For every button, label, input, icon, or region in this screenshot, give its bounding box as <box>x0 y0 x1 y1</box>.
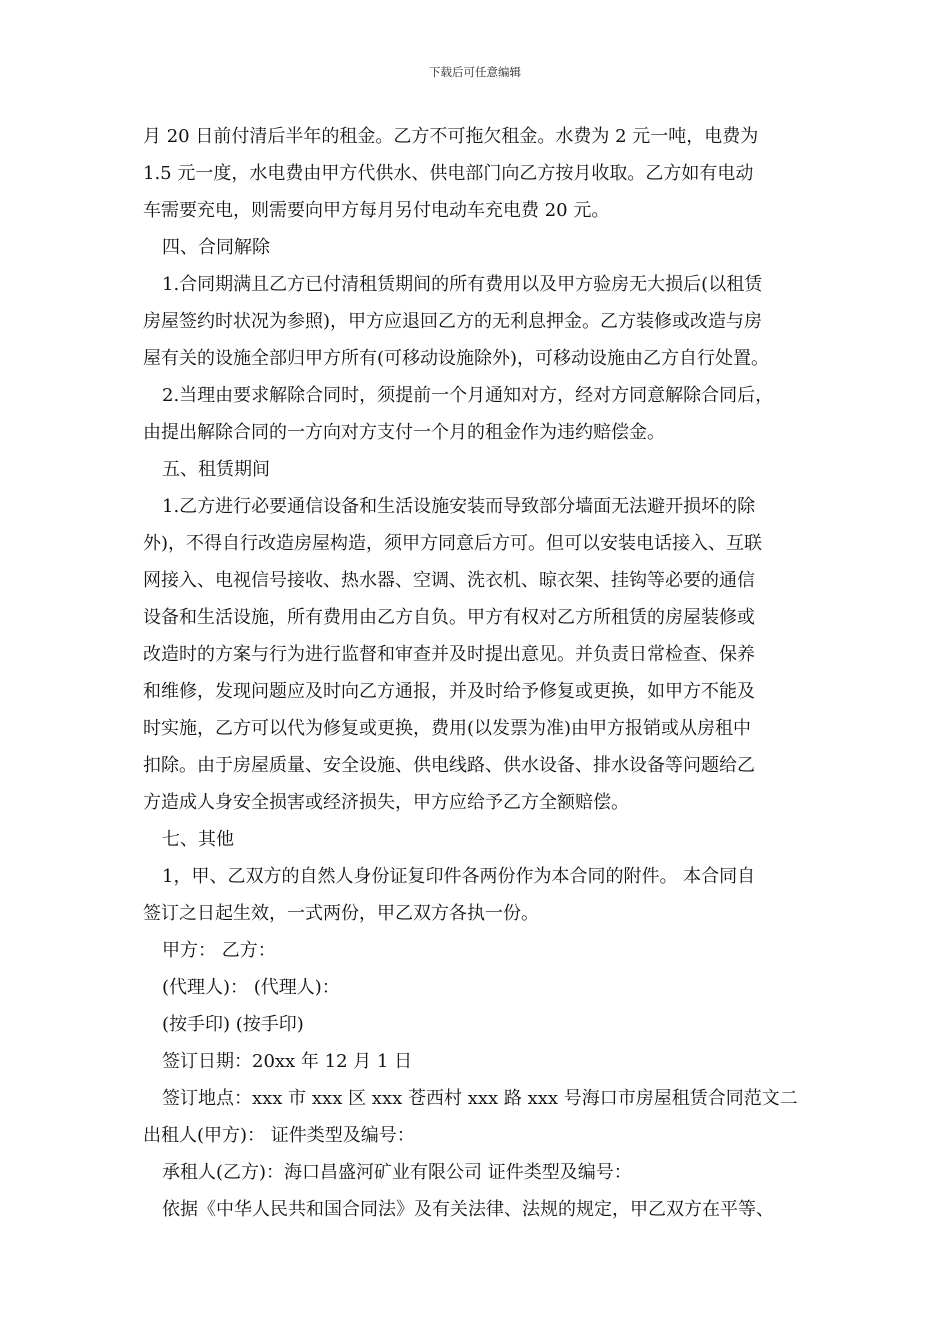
text-line: 设备和生活设施，所有费用由乙方自负。甲方有权对乙方所租赁的房屋装修或 <box>143 607 755 628</box>
lessee-line: 承租人(乙方)：海口昌盛河矿业有限公司 证件类型及编号： <box>162 1162 632 1183</box>
text-line: 2.当理由要求解除合同时，须提前一个月通知对方，经对方同意解除合同后， <box>162 385 774 406</box>
text-line: 1.乙方进行必要通信设备和生活设施安装而导致部分墙面无法避开损坏的除 <box>162 496 756 517</box>
text-line: 月 20 日前付清后半年的租金。乙方不可拖欠租金。水费为 2 元一吨，电费为 <box>143 126 759 147</box>
text-line: 房屋签约时状况为参照)，甲方应退回乙方的无利息押金。乙方装修或改造与房 <box>143 311 763 332</box>
text-line: 1，甲、乙双方的自然人身份证复印件各两份作为本合同的附件。 本合同自 <box>162 866 756 887</box>
signing-place: 签订地点：xxx 市 xxx 区 xxx 苍西村 xxx 路 xxx 号海口市房屋租赁合同范文二 <box>162 1088 798 1109</box>
text-line: 1.合同期满且乙方已付清租赁期间的所有费用以及甲方验房无大损后(以租赁 <box>162 274 763 295</box>
signature-agents: (代理人)： (代理人)： <box>162 977 340 998</box>
lessor-line: 出租人(甲方)： 证件类型及编号： <box>143 1125 415 1146</box>
text-line: 由提出解除合同的一方向对方支付一个月的租金作为违约赔偿金。 <box>143 422 665 443</box>
text-line: 外)，不得自行改造房屋构造，须甲方同意后方可。但可以安装电话接入、互联 <box>143 533 763 554</box>
section-heading: 七、其他 <box>162 829 234 850</box>
page-header: 下载后可任意编辑 <box>429 65 521 79</box>
text-line: 网接入、电视信号接收、热水器、空调、洗衣机、晾衣架、挂钩等必要的通信 <box>143 570 755 591</box>
text-line: 1.5 元一度，水电费由甲方代供水、供电部门向乙方按月收取。乙方如有电动 <box>143 163 754 184</box>
signature-parties: 甲方： 乙方： <box>162 940 276 961</box>
text-line: 改造时的方案与行为进行监督和审查并及时提出意见。并负责日常检查、保养 <box>143 644 755 665</box>
text-line: 依据《中华人民共和国合同法》及有关法律、法规的规定，甲乙双方在平等、 <box>162 1199 774 1220</box>
text-line: 车需要充电，则需要向甲方每月另付电动车充电费 20 元。 <box>143 200 610 221</box>
signature-fingerprints: (按手印) (按手印) <box>162 1014 304 1035</box>
section-heading: 五、租赁期间 <box>162 459 270 480</box>
text-line: 时实施，乙方可以代为修复或更换，费用(以发票为准)由甲方报销或从房租中 <box>143 718 752 739</box>
text-line: 扣除。由于房屋质量、安全设施、供电线路、供水设备、排水设备等问题给乙 <box>143 755 755 776</box>
section-heading: 四、合同解除 <box>162 237 270 258</box>
text-line: 方造成人身安全损害或经济损失，甲方应给予乙方全额赔偿。 <box>143 792 629 813</box>
text-line: 签订之日起生效，一式两份，甲乙双方各执一份。 <box>143 903 539 924</box>
text-line: 和维修，发现问题应及时向乙方通报，并及时给予修复或更换，如甲方不能及 <box>143 681 755 702</box>
signing-date: 签订日期：20xx 年 12 月 1 日 <box>162 1051 413 1072</box>
text-line: 屋有关的设施全部归甲方所有(可移动设施除外)，可移动设施由乙方自行处置。 <box>143 348 770 369</box>
